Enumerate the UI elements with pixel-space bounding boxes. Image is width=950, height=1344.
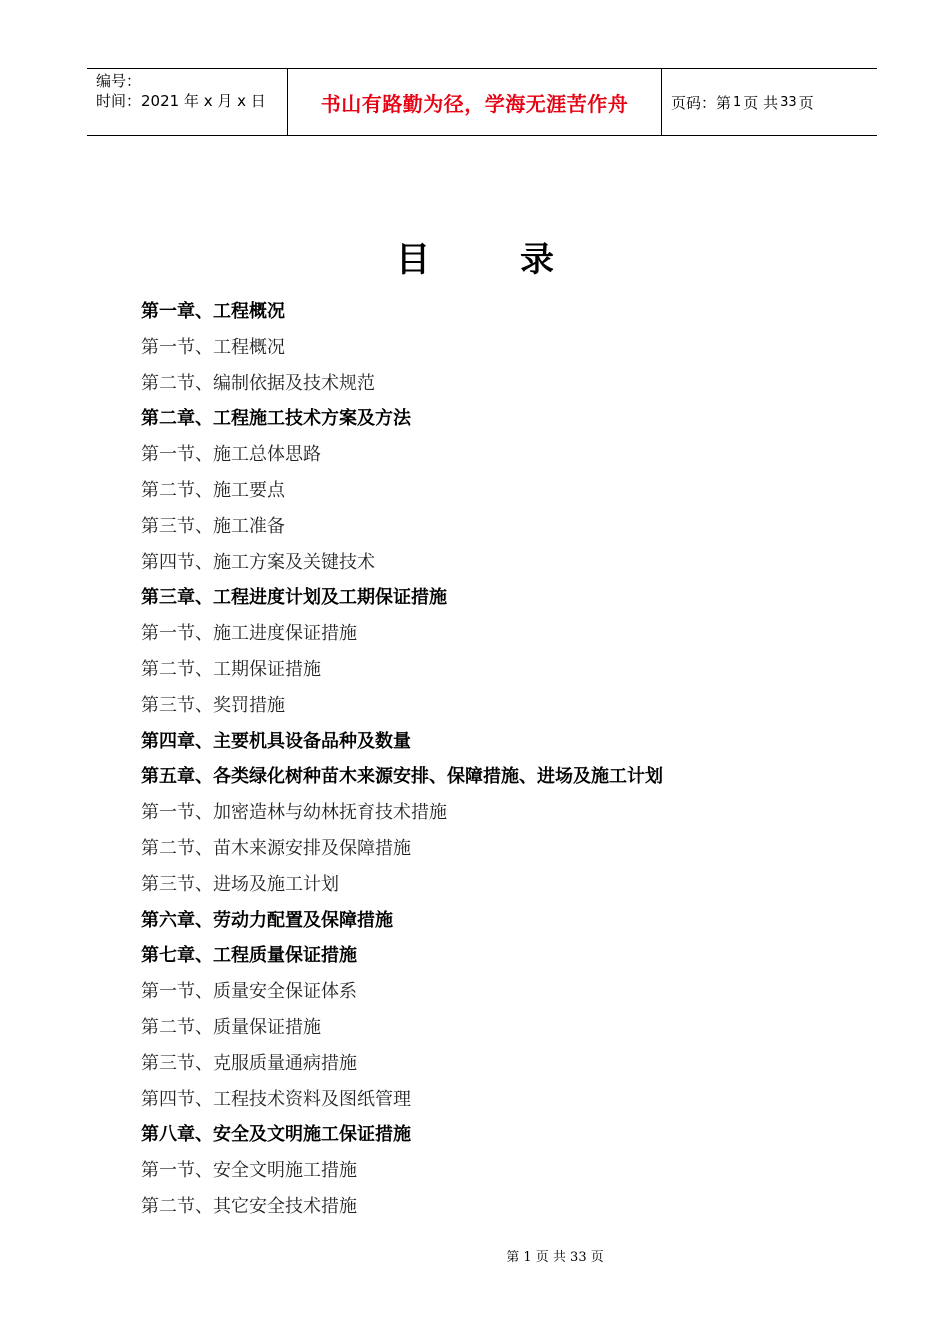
toc-chapter[interactable]: 第七章、工程质量保证措施 [141, 945, 357, 967]
toc-section[interactable]: 第三节、奖罚措施 [141, 694, 285, 716]
toc-chapter[interactable]: 第二章、工程施工技术方案及方法 [141, 408, 411, 430]
page-mid: 页 共 [743, 93, 779, 112]
toc-section[interactable]: 第一节、质量安全保证体系 [141, 981, 357, 1003]
toc-section[interactable]: 第一节、安全文明施工措施 [141, 1160, 357, 1182]
toc-chapter[interactable]: 第三章、工程进度计划及工期保证措施 [141, 587, 447, 609]
toc-chapter[interactable]: 第四章、主要机具设备品种及数量 [141, 730, 411, 752]
toc-section[interactable]: 第一节、工程概况 [141, 336, 285, 358]
header-meta [87, 69, 288, 135]
toc-section[interactable]: 第二节、苗木来源安排及保障措施 [141, 837, 411, 859]
table-of-contents [141, 294, 861, 1225]
toc-section[interactable]: 第三节、克服质量通病措施 [141, 1052, 357, 1074]
toc-section[interactable]: 第二节、工期保证措施 [141, 658, 321, 680]
serial-label: 编号： [96, 72, 142, 90]
toc-chapter[interactable]: 第一章、工程概况 [141, 301, 285, 322]
time-label: 时间：2021 年 x 月 x 日 [96, 92, 266, 110]
toc-chapter[interactable]: 第八章、安全及文明施工保证措施 [141, 1124, 411, 1146]
page-suffix: 页 [798, 93, 814, 112]
toc-chapter[interactable]: 第五章、各类绿化树种苗木来源安排、保障措施、进场及施工计划 [141, 766, 663, 788]
page-current: 1 [733, 94, 742, 110]
title-char-1: 目 [396, 240, 430, 280]
page-total: 33 [780, 94, 797, 110]
toc-section[interactable]: 第三节、施工准备 [141, 515, 285, 537]
toc-section[interactable]: 第一节、加密造林与幼林抚育技术措施 [141, 802, 447, 824]
toc-section[interactable]: 第二节、其它安全技术措施 [141, 1195, 357, 1217]
title-char-2: 录 [520, 240, 554, 280]
header-motto: 书山有路勤为径，学海无涯苦作舟 [288, 69, 662, 135]
header-page-info [662, 69, 877, 135]
toc-section[interactable]: 第二节、编制依据及技术规范 [141, 372, 375, 394]
toc-section[interactable]: 第四节、施工方案及关键技术 [141, 551, 375, 573]
toc-chapter[interactable]: 第六章、劳动力配置及保障措施 [141, 909, 393, 931]
page-title [0, 232, 950, 281]
toc-section[interactable]: 第二节、质量保证措施 [141, 1016, 321, 1038]
page-footer: 第 1 页 共 33 页 [506, 1250, 604, 1265]
page-header [87, 68, 877, 136]
toc-section[interactable]: 第一节、施工进度保证措施 [141, 623, 357, 645]
toc-section[interactable]: 第三节、进场及施工计划 [141, 873, 339, 895]
toc-section[interactable]: 第二节、施工要点 [141, 479, 285, 501]
page-prefix: 页码：第 [671, 93, 732, 112]
toc-section[interactable]: 第一节、施工总体思路 [141, 444, 321, 466]
toc-section[interactable]: 第四节、工程技术资料及图纸管理 [141, 1088, 411, 1110]
